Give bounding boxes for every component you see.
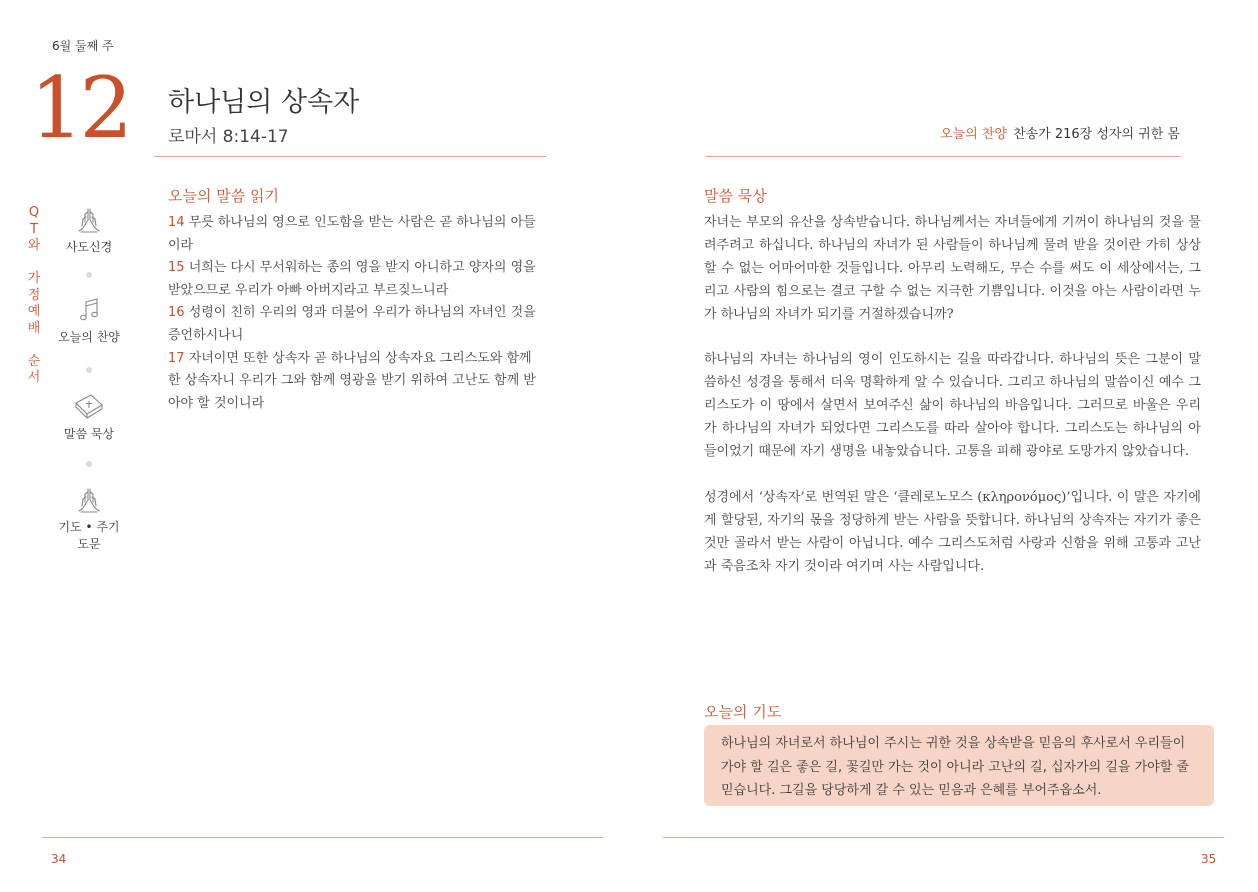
verse-number: 14 [168, 215, 185, 230]
nav-item-prayer[interactable] [54, 486, 124, 552]
scripture-reference: 로마서 8:14-17 [168, 127, 289, 147]
nav-label: 말씀 묵상 [63, 427, 115, 441]
verse-number: 15 [168, 260, 185, 276]
nav-separator-dot [86, 461, 92, 467]
vertical-char: 와 [27, 238, 41, 253]
vertical-char: Q [28, 205, 40, 220]
todays-song [940, 123, 1180, 142]
page-number-left: 34 [51, 852, 67, 866]
verse-text: 무릇 하나님의 영으로 인도함을 받는 사람은 곧 하나님의 아들이라 [168, 215, 536, 253]
verse [168, 212, 548, 257]
page-title: 하나님의 상속자 [168, 87, 360, 118]
music-note-icon [75, 296, 103, 324]
verse-text: 너희는 다시 무서워하는 종의 영을 받지 아니하고 양자의 영을 받았으므로 우리가 아빠 아버지라고 부르짖느니라 [168, 260, 536, 298]
header-divider-left [154, 156, 546, 157]
footer-divider-right [663, 837, 1224, 838]
footer-divider-left [42, 837, 603, 838]
prayer-box [704, 725, 1214, 806]
vertical-char [26, 255, 42, 272]
praying-hands-icon [75, 206, 103, 234]
verse [168, 302, 548, 347]
nav-separator-dot [86, 272, 92, 278]
nav-item-meditation[interactable] [54, 391, 124, 442]
nav-item-song[interactable] [54, 296, 124, 345]
prayer-heading: 오늘의 기도 [704, 703, 782, 721]
vertical-char: 배 [27, 320, 41, 336]
meditation-body [704, 212, 1201, 601]
meditation-paragraph: 하나님의 자녀는 하나님의 영이 인도하시는 길을 따라갑니다. 하나님의 뜻은 그분이 말씀하신 성경을 통해서 더욱 명확하게 알 수 있습니다. 그리고 하나님의 말씀이신 예수 그리스도가 이 땅에서 살면서 보여주신 삶이 하나님의 바음입니다. 그러므로 바울은 우리가 하나님의 자녀가 되었다면 그리스도를 따라 살아야 합니다. 그리스도는 하나님의 아들이었기 때문에 자기 생명을 내놓았습니다. 고통을 피해 광야로 도망가지 않았습니다. [704, 352, 1201, 460]
verse-number: 17 [168, 350, 185, 366]
verse [168, 348, 548, 416]
vertical-section-label [26, 205, 42, 387]
header-divider-right [706, 156, 1181, 157]
nav-separator-dot [86, 367, 92, 373]
verse-text: 자녀이면 또한 상속자 곧 하나님의 상속자요 그리스도와 함께 한 상속자니 우리가 그와 함께 영광을 받기 위하여 고난도 함께 받아야 할 것이니라 [168, 350, 536, 411]
nav-label: 기도 • 주기도문 [58, 520, 120, 551]
verse [168, 257, 548, 302]
praying-hands-icon [75, 486, 103, 514]
page-number-right: 35 [1201, 852, 1217, 866]
vertical-char: 예 [27, 304, 41, 319]
verse-text: 성령이 친히 우리의 영과 더불어 우리가 하나님의 자녀인 것을 증언하시나니 [168, 305, 536, 343]
vertical-char: 순 [27, 353, 41, 369]
verses [168, 212, 548, 415]
vertical-char [26, 337, 42, 354]
vertical-char: 정 [27, 287, 41, 303]
day-number: 12 [30, 59, 129, 157]
song-text: 찬송가 216장 성자의 귀한 몸 [1013, 127, 1180, 142]
verse-number: 16 [168, 305, 185, 321]
vertical-char: 가 [27, 271, 41, 286]
song-label: 오늘의 찬양 [940, 127, 1008, 142]
nav-label: 사도신경 [65, 240, 113, 254]
nav-label: 오늘의 찬양 [58, 330, 120, 344]
meditation-paragraph: 성경에서 ‘상속자’로 번역된 말은 ‘클레로노모스 (κληρονόμος)’입니다. 이 말은 자기에게 할당된, 자기의 몫을 정당하게 받는 사람을 뜻합니다. 하나님의 상속자는 자기가 좋은 것만 골라서 받는 사람이 아닙니다. 예수 그리스도처럼 사랑과 신함을 위해 고통과 고난과 죽음조차 자기 것이라 여기며 사는 사람입니다. [704, 489, 1201, 574]
meditation-heading: 말씀 묵상 [704, 187, 767, 205]
meditation-paragraph: 자녀는 부모의 유산을 상속받습니다. 하나님께서는 자녀들에게 기꺼이 하나님의 것을 물려주려고 하십니다. 하나님의 자녀가 된 사람들이 하나님께 물려 받을 것이란 가히 상상할 수 없는 어마어마한 것들입니다. 아무리 노력해도, 무슨 수를 써도 이 세상에서는, 그리고 사람의 힘으로는 결코 구할 수 없는 지극한 기쁨입니다. 이것을 아는 사람이라면 누가 하나님의 자녀가 되기를 거절하겠습니까? [704, 215, 1201, 322]
prayer-text: 하나님의 자녀로서 하나님이 주시는 귀한 것을 상속받을 믿음의 후사로서 우리들이 가야 할 길은 좋은 길, 꽃길만 가는 것이 아니라 고난의 길, 십자가의 길을 가야할 줄 믿습니다. 그길을 당당하게 갈 수 있는 믿음과 은혜를 부어주옵소서. [721, 736, 1189, 798]
vertical-char: 서 [27, 370, 41, 385]
vertical-char: T [30, 221, 38, 237]
bible-icon [73, 391, 105, 421]
reading-heading: 오늘의 말씀 읽기 [168, 187, 279, 205]
nav-item-creed[interactable] [54, 206, 124, 255]
week-label: 6월 둘째 주 [52, 39, 114, 53]
